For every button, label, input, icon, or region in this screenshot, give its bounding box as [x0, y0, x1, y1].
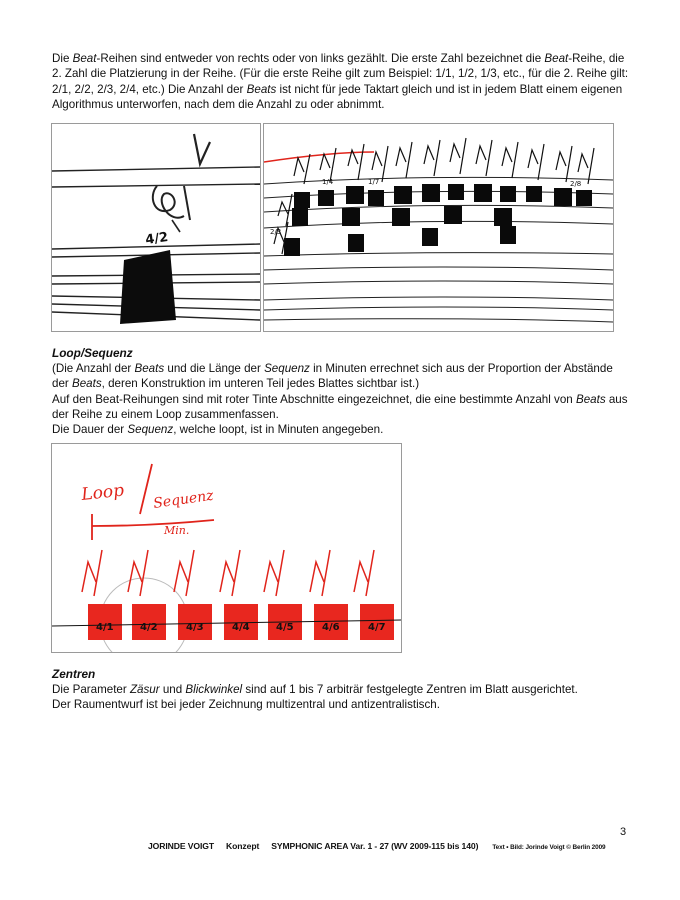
footer-title: SYMPHONIC AREA Var. 1 - 27 (WV 2009-115 bis 140): [271, 841, 479, 851]
page-number: 3: [620, 826, 627, 838]
beat-label-1: 2/3: [270, 228, 282, 236]
beat-label-3: 1/7: [368, 178, 380, 186]
loop-sequence-figure: [51, 443, 402, 653]
page-footer: [148, 841, 618, 851]
beat-rows-figure: [263, 123, 614, 332]
block-label-5: 4/5: [276, 622, 294, 633]
block-label-6: 4/6: [322, 622, 340, 633]
loop-heading: Loop/Sequenz: [52, 346, 133, 360]
block-label-4: 4/4: [232, 622, 250, 633]
block-label-7: 4/7: [368, 622, 386, 633]
block-label-2: 4/2: [140, 622, 158, 633]
beat-label-2: 1/4: [322, 178, 334, 186]
handwriting-loop: Loop: [80, 480, 125, 505]
footer-credit: Text • Bild: Jorinde Voigt © Berlin 2009: [492, 844, 606, 851]
zoom-beat-label: 4/2: [144, 229, 170, 248]
zentren-paragraph: Die Parameter Zäsur und Blickwinkel sind auf 1 bis 7 arbiträr festgelegte Zentren im Blatt ausgerichtet. Der Raumentwurf ist bei jeder Zeichnung multizentral und antizentralistisch.: [52, 683, 578, 712]
handwriting-min: Min.: [164, 524, 190, 537]
handwriting-sequenz: Sequenz: [152, 487, 215, 512]
intro-paragraph: Die Beat-Reihen sind entweder von rechts oder von links gezählt. Die erste Zahl bezeichnet die Beat-Reihe, die 2. Zahl die Platzierung in der Reihe. (Für die erste Reihe gilt zum Beispiel: 1/1, 1/2, 1/3, etc., für die 2. Reihe gilt: 2/1, 2/2, 2/3, 2/4, etc.) Die Anzahl der Beats ist nicht für jede Taktart gleich und ist in jedem Blatt einem eigenen Algorithmus unterworfen, nach dem die Anzahl zu oder abnimmt.: [52, 52, 629, 111]
footer-section: Konzept: [226, 841, 260, 851]
zentren-heading: Zentren: [52, 667, 96, 681]
footer-author: JORINDE VOIGT: [148, 841, 215, 851]
loop-paragraph: (Die Anzahl der Beats und die Länge der Sequenz in Minuten errechnet sich aus der Proportion der Abstände der Beats, deren Konstruktion im unteren Teil jedes Blattes sichtbar ist.) Auf den Beat-Reihungen sind mit roter Tinte Abschnitte eingezeichnet, die eine bestimmte Anzahl von Beats aus der Reihe zu einem Loop zusammenfassen. Die Dauer der Sequenz, welche loopt, ist in Minuten angegeben.: [52, 362, 628, 437]
beat-block: [120, 250, 176, 324]
block-label-3: 4/3: [186, 622, 204, 633]
block-label-1: 4/1: [96, 622, 114, 633]
beat-zoom-figure: [51, 123, 261, 332]
beat-label-4: 2/8: [570, 180, 582, 188]
